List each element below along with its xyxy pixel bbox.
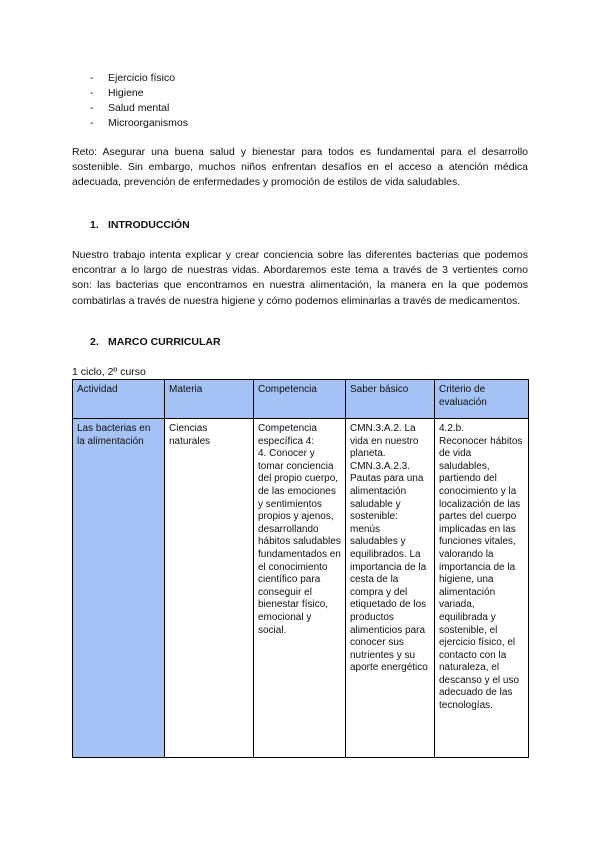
list-item bbox=[90, 101, 188, 116]
header-cell-competence: Competencia bbox=[254, 380, 346, 419]
cell-basic-knowledge bbox=[346, 419, 435, 758]
bullet-dash: - bbox=[90, 102, 94, 114]
section-title: MARCO CURRICULAR bbox=[108, 336, 221, 348]
bullet-dash: - bbox=[90, 72, 94, 84]
criteria-code: 4.2.b. bbox=[439, 423, 465, 434]
header-cell-subject: Materia bbox=[165, 380, 254, 419]
list-item bbox=[90, 86, 188, 101]
section-title: INTRODUCCIÓN bbox=[108, 219, 190, 231]
section-number: 2. bbox=[90, 336, 99, 348]
table-row bbox=[73, 419, 529, 758]
list-item-text: Salud mental bbox=[108, 102, 170, 114]
course-label: 1 ciclo, 2º curso bbox=[72, 366, 146, 378]
list-item-text: Microorganismos bbox=[108, 117, 188, 129]
competence-title: Competencia específica 4: bbox=[258, 423, 317, 447]
bullet-dash: - bbox=[90, 117, 94, 129]
table-header-row bbox=[73, 380, 529, 419]
introduction-paragraph: Nuestro trabajo intenta explicar y crear conciencia sobre las diferentes bacterias que podemos encontrar a lo largo de nuestras vidas. Abordaremos este tema a través de 3 vertientes como son: las bacterias que encontramos en nuestra alimentación, la manera en la que podemos combatirlas a través de nuestra higiene y cómo podemos eliminarlas a través de medicamentos. bbox=[72, 249, 528, 307]
competence-text: 4. Conocer y tomar conciencia del propio cuerpo, de las emociones y sentimientos propios y ajenos, desarrollando hábitos saludables fundamentados en el conocimiento científico para conseguir el bienestar físico, emocional y social. bbox=[258, 448, 341, 636]
section-heading-curricular bbox=[90, 336, 221, 348]
list-item-text: Ejercicio físico bbox=[108, 72, 176, 84]
list-item bbox=[90, 71, 188, 86]
topic-list bbox=[90, 71, 188, 131]
header-cell-activity: Actividad bbox=[73, 380, 165, 419]
header-cell-criteria: Criterio de evaluación bbox=[435, 380, 529, 419]
criteria-text: Reconocer hábitos de vida saludables, partiendo del conocimiento y la localización de las partes del cuerpo implicadas en las funciones vitales, valorando la importancia de la higiene, una alimentación variada, equilibrada y sostenible, el ejercicio físico, el contacto con la naturaleza, el descanso y el uso adecuado de las tecnologías. bbox=[439, 435, 523, 712]
list-item-text: Higiene bbox=[108, 87, 144, 99]
cell-subject: Ciencias naturales bbox=[165, 419, 254, 758]
basic-knowledge-title: CMN.3.A.2. La vida en nuestro planeta. bbox=[350, 423, 419, 460]
bullet-dash: - bbox=[90, 87, 94, 99]
basic-knowledge-text: CMN.3.A.2.3. Pautas para una alimentación saludable y sostenible: menús saludables y equilibrados. La importancia de la cesta de la compra y del etiquetado de los productos alimenticios para conocer sus nutrientes y su aporte energético bbox=[350, 460, 428, 674]
header-cell-basic-knowledge: Saber básico bbox=[346, 380, 435, 419]
cell-activity: Las bacterias en la alimentación bbox=[73, 419, 165, 758]
curricular-table bbox=[72, 379, 529, 758]
challenge-paragraph: Reto: Asegurar una buena salud y bienestar para todos es fundamental para el desarrollo sostenible. Sin embargo, muchos niños enfrentan desafíos en el acceso a atención médica adecuada, prevención de enfermedades y promoción de estilos de vida saludables. bbox=[72, 146, 528, 189]
cell-competence bbox=[254, 419, 346, 758]
list-item bbox=[90, 116, 188, 131]
section-heading-introduction bbox=[90, 219, 190, 231]
cell-criteria bbox=[435, 419, 529, 758]
section-number: 1. bbox=[90, 219, 99, 231]
